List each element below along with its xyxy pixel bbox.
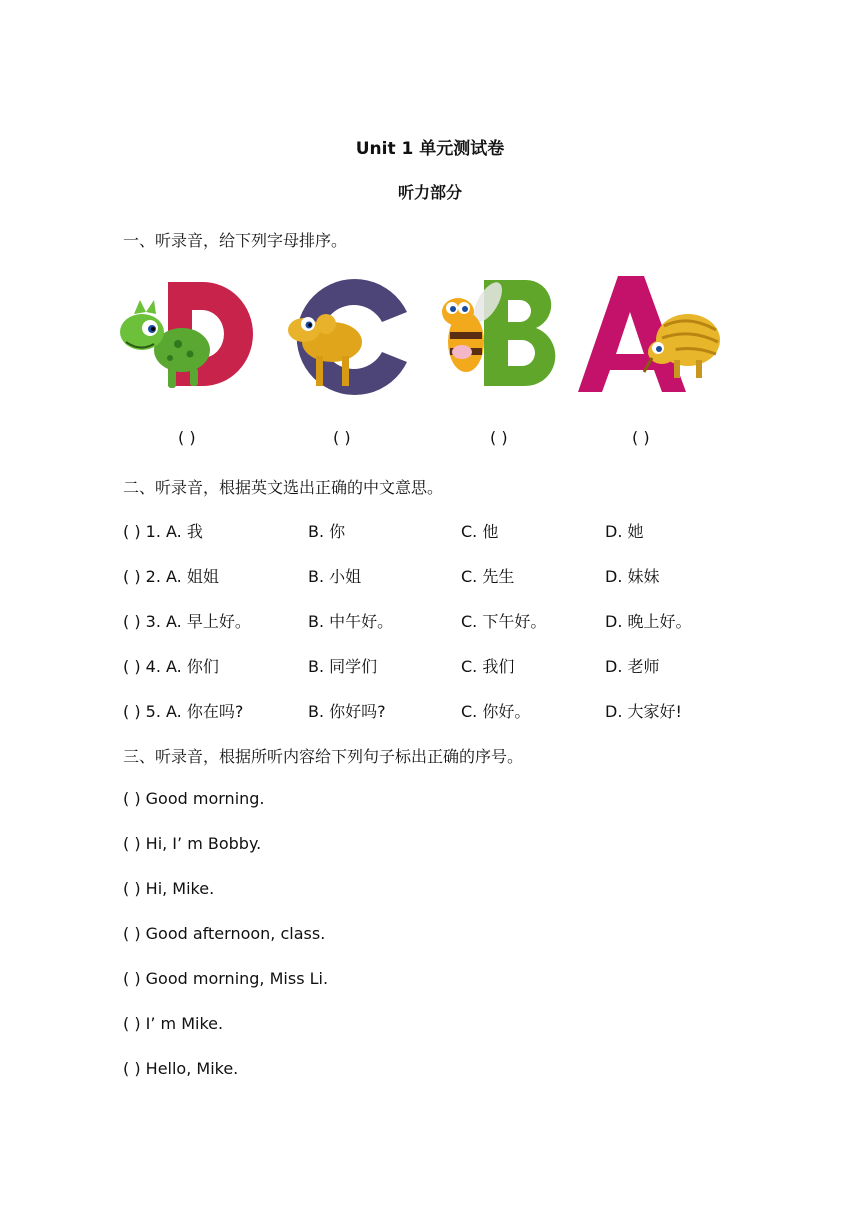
question-4-option-a[interactable]: ( ) 4. A. 你们: [123, 657, 219, 676]
letter-d-dinosaur-image: [120, 272, 260, 397]
question-4-option-b[interactable]: B. 同学们: [308, 657, 378, 676]
sentence-4[interactable]: ( ) Good afternoon, class.: [123, 924, 326, 943]
question-1-option-b[interactable]: B. 你: [308, 522, 346, 541]
question-3-option-b[interactable]: B. 中午好。: [308, 612, 394, 631]
letter-b-bee-image: [432, 272, 562, 397]
question-row-4: [123, 654, 763, 678]
question-4-option-c[interactable]: C. 我们: [461, 657, 515, 676]
sentence-3[interactable]: ( ) Hi, Mike.: [123, 879, 215, 898]
question-1-option-d[interactable]: D. 她: [605, 522, 644, 541]
letter-a-armadillo-image: [578, 272, 730, 397]
letter-blank-2[interactable]: ( ): [333, 428, 351, 447]
section1-heading: 一、听录音，给下列字母排序。: [123, 231, 348, 250]
question-2-option-d[interactable]: D. 妹妹: [605, 567, 660, 586]
sentence-5[interactable]: ( ) Good morning, Miss Li.: [123, 969, 329, 988]
letter-blank-4[interactable]: ( ): [632, 428, 650, 447]
question-row-5: [123, 699, 763, 723]
letter-illustrations: [120, 272, 730, 402]
letter-c-camel-image: [282, 272, 412, 397]
sentence-1[interactable]: ( ) Good morning.: [123, 789, 265, 808]
question-2-option-a[interactable]: ( ) 2. A. 姐姐: [123, 567, 219, 586]
question-5-option-d[interactable]: D. 大家好!: [605, 702, 682, 721]
section3-heading: 三、听录音，根据所听内容给下列句子标出正确的序号。: [123, 747, 524, 766]
section2-heading: 二、听录音，根据英文选出正确的中文意思。: [123, 478, 444, 497]
question-5-option-a[interactable]: ( ) 5. A. 你在吗?: [123, 702, 244, 721]
question-row-3: [123, 609, 763, 633]
question-2-option-c[interactable]: C. 先生: [461, 567, 515, 586]
question-2-option-b[interactable]: B. 小姐: [308, 567, 362, 586]
question-3-option-a[interactable]: ( ) 3. A. 早上好。: [123, 612, 251, 631]
question-row-2: [123, 564, 763, 588]
question-5-option-b[interactable]: B. 你好吗?: [308, 702, 386, 721]
sentence-6[interactable]: ( ) I’ m Mike.: [123, 1014, 224, 1033]
page-title: Unit 1 单元测试卷: [355, 139, 505, 159]
question-5-option-c[interactable]: C. 你好。: [461, 702, 531, 721]
question-1-option-c[interactable]: C. 他: [461, 522, 499, 541]
question-1-option-a[interactable]: ( ) 1. A. 我: [123, 522, 203, 541]
sentence-7[interactable]: ( ) Hello, Mike.: [123, 1059, 239, 1078]
sentence-2[interactable]: ( ) Hi, I’ m Bobby.: [123, 834, 262, 853]
question-3-option-c[interactable]: C. 下午好。: [461, 612, 547, 631]
question-3-option-d[interactable]: D. 晚上好。: [605, 612, 692, 631]
page-subtitle: 听力部分: [397, 183, 462, 202]
letter-blank-3[interactable]: ( ): [490, 428, 508, 447]
question-4-option-d[interactable]: D. 老师: [605, 657, 660, 676]
letter-blank-1[interactable]: ( ): [178, 428, 196, 447]
question-row-1: [123, 519, 763, 543]
